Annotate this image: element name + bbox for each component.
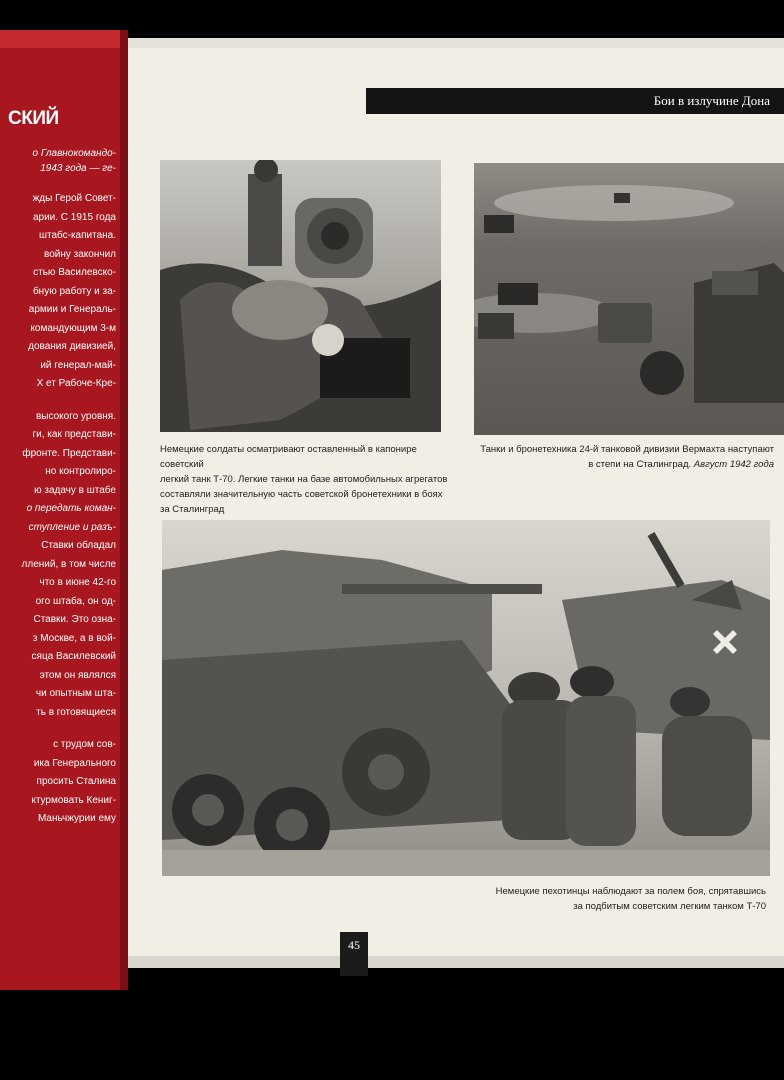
left-paragraph-3 xyxy=(4,736,116,829)
photo-infantry-behind-tank xyxy=(162,520,770,876)
text-line: ий генерал-май- xyxy=(40,359,116,371)
text-line: чи опытным шта- xyxy=(35,688,116,699)
caption-photo-3 xyxy=(460,884,766,914)
caption-photo-2 xyxy=(474,442,774,472)
page-top-edge xyxy=(128,38,784,48)
caption-line: Немецкие пехотинцы наблюдают за полем боя, спрятавшись xyxy=(495,886,766,897)
left-page-text xyxy=(4,60,116,829)
text-line: ю задачу в штабе xyxy=(34,484,116,496)
text-line: просить Сталина xyxy=(36,776,116,787)
text-line: Ставки обладал xyxy=(41,540,116,551)
left-heading: СКИЙ xyxy=(8,108,59,129)
text-line: ги, как представи- xyxy=(32,429,116,440)
text-line: ого штаба, он од- xyxy=(35,595,116,607)
caption-date: Август 1942 года xyxy=(693,459,774,470)
left-intro-line: 1943 года — ге- xyxy=(40,163,116,174)
left-paragraph-1 xyxy=(4,190,116,394)
text-line: этом он являлся xyxy=(39,669,116,681)
text-line: ика Генерального xyxy=(33,757,116,769)
text-line: бную работу и за- xyxy=(32,285,116,297)
text-line: Х ет Рабоче-Кре- xyxy=(36,378,116,389)
left-intro xyxy=(4,146,116,176)
text-line: Ставки. Это озна- xyxy=(33,614,116,625)
text-line: стью Василевско- xyxy=(33,267,116,278)
text-line: ллений, в том числе xyxy=(21,558,116,570)
text-line: з Москве, а в вой- xyxy=(32,632,116,644)
page-bottom-edge xyxy=(128,956,784,968)
caption-photo-1 xyxy=(160,442,450,517)
left-page-band xyxy=(0,30,128,48)
text-line: что в июне 42-го xyxy=(39,577,116,588)
text-line: армии и Генераль- xyxy=(28,304,116,315)
text-line: ть в готовящиеся xyxy=(36,706,116,718)
caption-line: за Сталинград xyxy=(160,504,225,515)
book-spine xyxy=(120,30,128,990)
text-line: высокого уровня. xyxy=(35,410,116,422)
text-line: сяца Василевский xyxy=(31,651,116,662)
text-line: командующим 3-м xyxy=(30,322,116,334)
caption-line: Танки и бронетехника 24-й танковой дивизии Вермахта наступают xyxy=(480,444,774,455)
photo-tanks-advancing-steppe xyxy=(474,163,784,435)
caption-line: составляли значительную часть советской бронетехники в боях xyxy=(160,489,443,500)
text-line: штабс-капитана. xyxy=(38,230,116,241)
text-line: арии. С 1915 года xyxy=(32,211,116,223)
caption-line: Немецкие солдаты осматривают оставленный в капонире советский xyxy=(160,444,417,470)
left-paragraph-2 xyxy=(4,408,116,723)
text-line-italic: ступление и разъ- xyxy=(28,521,116,533)
page-number: 45 xyxy=(340,932,368,976)
caption-line: легкий танк Т-70. Легкие танки на базе автомобильных агрегатов xyxy=(160,474,448,485)
text-line-italic: о передать коман- xyxy=(26,503,116,514)
left-intro-line: о Главнокомандо- xyxy=(32,148,116,159)
chapter-header-bar xyxy=(366,88,784,114)
text-line: дования дивизией, xyxy=(28,341,116,352)
photo-soldiers-inspecting-tank xyxy=(160,160,441,432)
text-line: но контролиро- xyxy=(45,466,116,477)
text-line: фронте. Представи- xyxy=(22,447,116,459)
text-line: с трудом сов- xyxy=(53,739,116,750)
caption-line: в степи на Сталинград. xyxy=(588,459,692,470)
text-line: ктурмовать Кениг- xyxy=(31,794,116,806)
caption-line: за подбитым советским легким танком Т-70 xyxy=(573,901,766,912)
text-line: войну закончил xyxy=(44,248,116,260)
chapter-title: Бои в излучине Дона xyxy=(653,93,770,108)
text-line: жды Герой Совет- xyxy=(32,193,116,204)
text-line: Маньчжурии ему xyxy=(37,813,116,824)
